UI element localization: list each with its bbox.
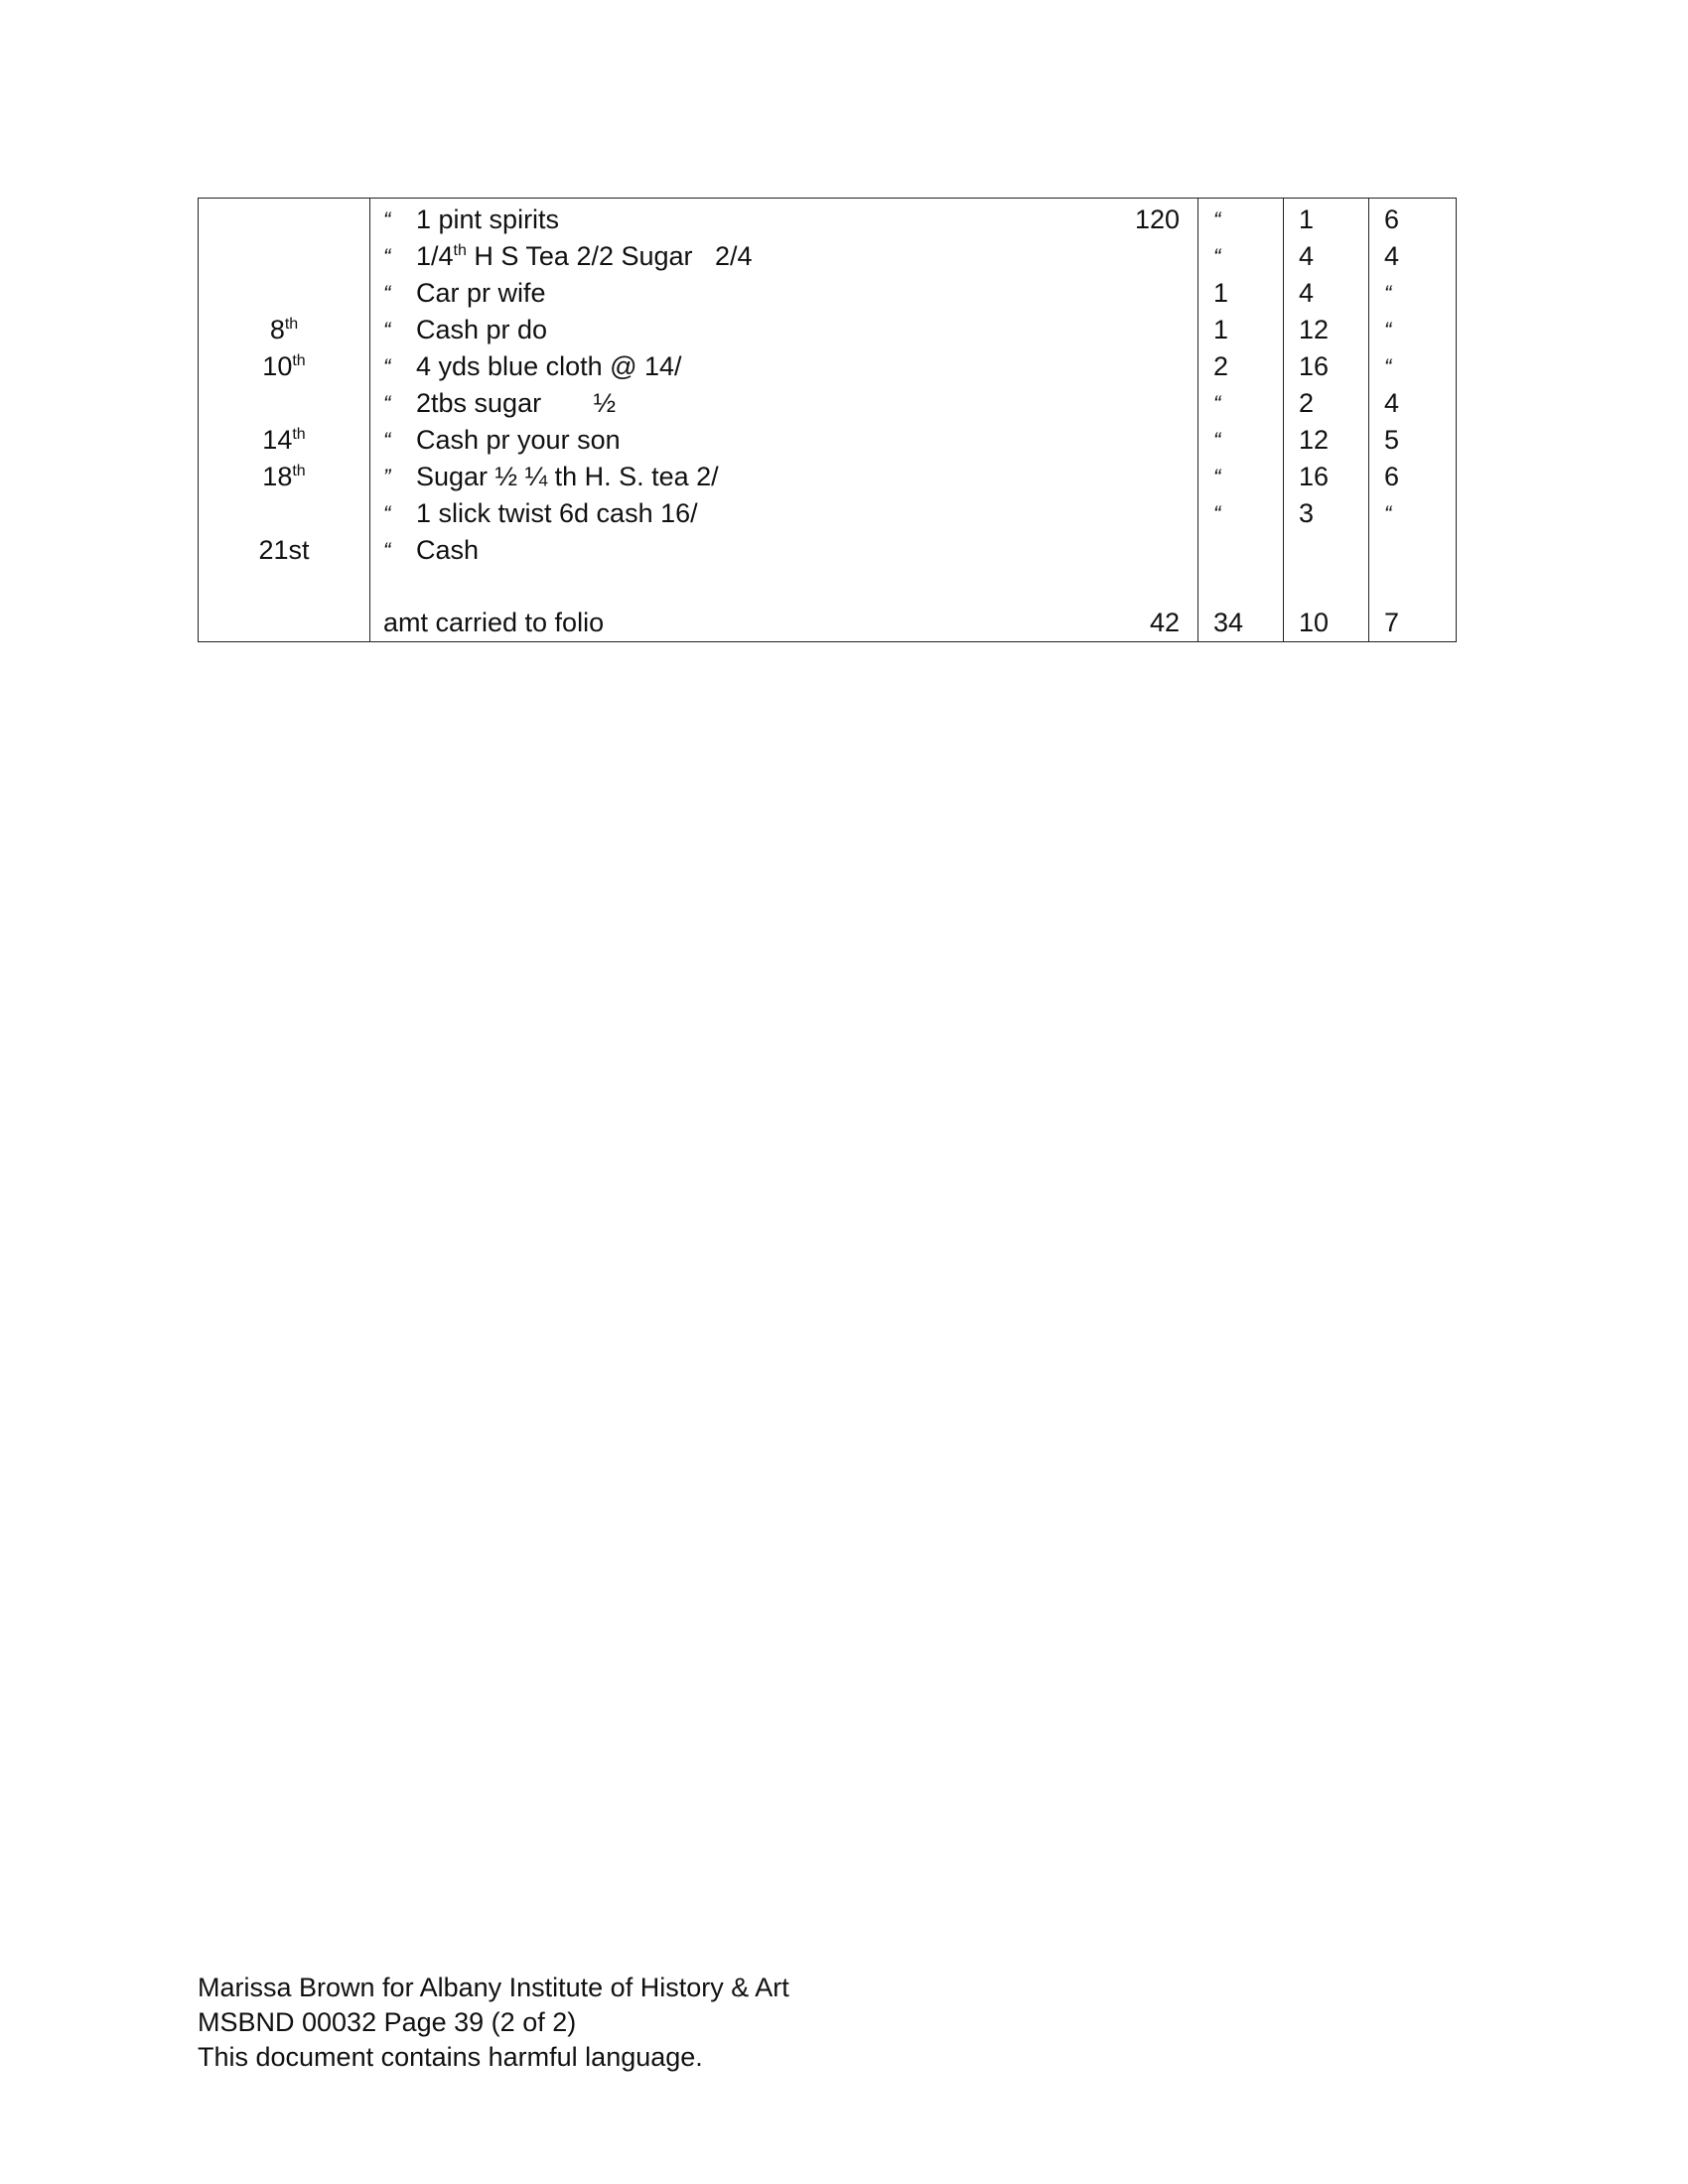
entry-col1: “ xyxy=(1213,244,1221,269)
entry-item: 1 pint spirits xyxy=(416,205,560,234)
total-folio: 42 xyxy=(1149,608,1180,637)
entry-col2: 16 xyxy=(1299,351,1330,381)
entry-col1: “ xyxy=(1213,391,1221,416)
entry-item: Cash pr your son xyxy=(416,425,621,455)
footer-reference: MSBND 00032 Page 39 (2 of 2) xyxy=(198,2007,577,2037)
entry-date: 8th xyxy=(269,315,299,344)
entry-col2: 12 xyxy=(1299,425,1330,455)
ditto-mark: “ xyxy=(383,244,391,269)
column-divider xyxy=(1197,199,1198,641)
entry-date: 21st xyxy=(258,535,310,565)
ditto-mark: “ xyxy=(383,207,391,232)
entry-col2: 16 xyxy=(1299,462,1330,491)
ditto-mark: “ xyxy=(383,391,391,416)
entry-col3: 4 xyxy=(1384,388,1400,418)
total-col3: 7 xyxy=(1384,608,1400,637)
ditto-mark: ” xyxy=(383,465,391,489)
entry-folio: 120 xyxy=(1134,205,1180,234)
ditto-mark: “ xyxy=(383,501,391,526)
entry-col2: 4 xyxy=(1299,241,1315,271)
entry-col1: “ xyxy=(1213,207,1221,232)
footer-attribution: Marissa Brown for Albany Institute of History & Art xyxy=(198,1973,789,2002)
entry-col1: 2 xyxy=(1213,351,1229,381)
column-divider xyxy=(369,199,370,641)
entry-col3: “ xyxy=(1384,281,1392,306)
entry-col1: “ xyxy=(1213,501,1221,526)
entry-col1: 1 xyxy=(1213,315,1229,344)
entry-col3: “ xyxy=(1384,501,1392,526)
entry-col3: 6 xyxy=(1384,205,1400,234)
entry-col3: “ xyxy=(1384,318,1392,342)
entry-col3: 6 xyxy=(1384,462,1400,491)
page-footer xyxy=(198,1971,789,2075)
entry-date: 14th xyxy=(262,425,306,455)
column-divider xyxy=(1368,199,1369,641)
entry-item: 2tbs sugar ½ xyxy=(416,388,617,418)
entry-item: 4 yds blue cloth @ 14/ xyxy=(416,351,682,381)
entry-item: 1 slick twist 6d cash 16/ xyxy=(416,498,698,528)
entry-col3: “ xyxy=(1384,354,1392,379)
entry-item: Cash xyxy=(416,535,480,565)
entry-item: Sugar ½ ¼ th H. S. tea 2/ xyxy=(416,462,719,491)
entry-col2: 2 xyxy=(1299,388,1315,418)
entry-item: Cash pr do xyxy=(416,315,548,344)
ditto-mark: “ xyxy=(383,281,391,306)
entry-col3: 5 xyxy=(1384,425,1400,455)
entry-date: 18th xyxy=(262,462,306,491)
ditto-mark: “ xyxy=(383,318,391,342)
total-label: amt carried to folio xyxy=(383,608,605,637)
ditto-mark: “ xyxy=(383,428,391,453)
ledger-table xyxy=(198,198,1457,642)
column-divider xyxy=(1283,199,1284,641)
total-col1: 34 xyxy=(1213,608,1244,637)
entry-date: 10th xyxy=(262,351,306,381)
entry-col1: 1 xyxy=(1213,278,1229,308)
entry-col1: “ xyxy=(1213,465,1221,489)
ditto-mark: “ xyxy=(383,538,391,563)
entry-col3: 4 xyxy=(1384,241,1400,271)
total-col2: 10 xyxy=(1299,608,1330,637)
entry-col2: 1 xyxy=(1299,205,1315,234)
entry-col2: 3 xyxy=(1299,498,1315,528)
entry-item: 1/4th H S Tea 2/2 Sugar 2/4 xyxy=(416,241,753,271)
entry-col1: “ xyxy=(1213,428,1221,453)
ditto-mark: “ xyxy=(383,354,391,379)
footer-content-warning: This document contains harmful language. xyxy=(198,2042,703,2072)
entry-col2: 12 xyxy=(1299,315,1330,344)
entry-item: Car pr wife xyxy=(416,278,546,308)
entry-col2: 4 xyxy=(1299,278,1315,308)
